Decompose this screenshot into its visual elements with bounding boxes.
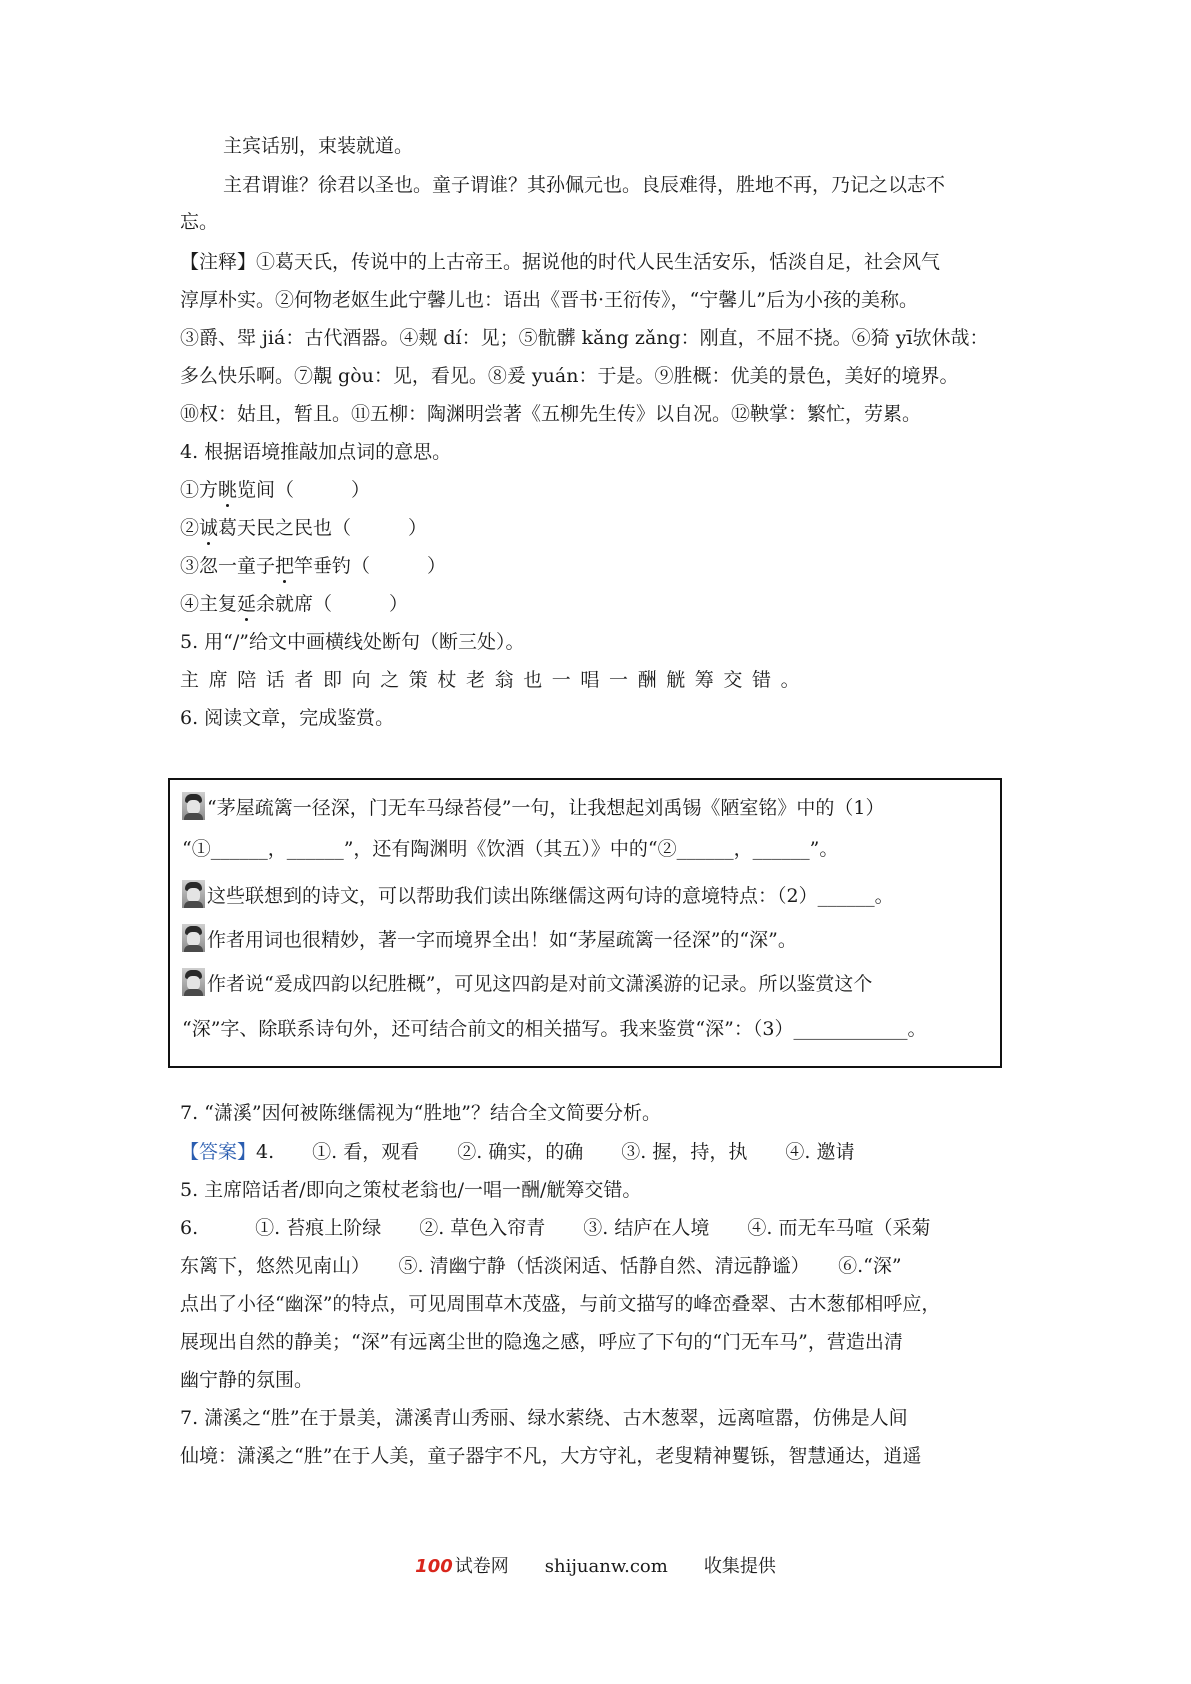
student-avatar-icon	[182, 924, 205, 952]
box-line	[182, 924, 982, 954]
answer-6: 幽宁静的氛围。	[180, 1369, 314, 1391]
student-avatar-icon	[182, 968, 205, 996]
box-text: 作者用词也很精妙，著一字而境界全出！如“茅屋疏篱一径深”的“深”。	[207, 929, 797, 951]
question-5-text: 主席陪话者即向之策杖老翁也一唱一酬觥筹交错。	[180, 669, 810, 691]
question-4-item-2	[180, 515, 1020, 542]
item-text: ④主复	[180, 593, 238, 615]
notes-line: ⑩权：姑且，暂且。⑪五柳：陶渊明尝著《五柳先生传》以自况。⑫鞅掌：繁忙，劳累。	[180, 403, 922, 425]
student-avatar-icon	[182, 880, 205, 908]
question-4-stem: 4. 根据语境推敲加点词的意思。	[180, 441, 452, 463]
dotted-word: 诚	[199, 517, 219, 539]
site-domain: shijuanw.com	[544, 1556, 668, 1577]
item-text: ③忽一童子	[180, 555, 276, 577]
answer-6: 东篱下，悠然见南山） ⑤. 清幽宁静（恬淡闲适、恬静自然、清远静谧） ⑥.“深”	[180, 1255, 902, 1277]
box-line: “①______，______”，还有陶渊明《饮酒（其五）》中的“②______，______”。	[182, 838, 839, 860]
answer-text: 4. ①. 看，观看 ②. 确实，的确 ③. 握，持，执 ④. 邀请	[256, 1141, 855, 1163]
question-4-item-4	[180, 591, 1020, 618]
site-logo: 100	[415, 1556, 453, 1577]
notes-line: 淳厚朴实。②何物老妪生此宁馨儿也：语出《晋书·王衍传》，“宁馨儿”后为小孩的美称。	[180, 289, 918, 311]
answer-7: 仙境：潇溪之“胜”在于人美，童子器宇不凡，大方守礼，老叟精神矍铄，智慧通达，逍遥	[180, 1445, 922, 1467]
box-line	[182, 968, 982, 998]
answer-7: 7. 潇溪之“胜”在于景美，潇溪青山秀丽、绿水萦绕、古木葱翠，远离喧嚣，仿佛是人间	[180, 1407, 908, 1429]
box-text: “茅屋疏篱一径深，门无车马绿苔侵”一句，让我想起刘禹锡《陋室铭》中的（1）	[207, 797, 885, 819]
question-6-stem: 6. 阅读文章，完成鉴赏。	[180, 707, 395, 729]
passage-line: 忘。	[180, 211, 219, 233]
item-text: 竿垂钓（ ）	[294, 555, 447, 577]
passage-line: 主宾话别，束装就道。	[223, 135, 414, 157]
question-5-stem: 5. 用“/”给文中画横线处断句（断三处）。	[180, 631, 525, 653]
item-text: 览间（ ）	[237, 479, 371, 501]
item-text: ①方	[180, 479, 219, 501]
student-avatar-icon	[182, 792, 205, 820]
notes-line: ③爵、斝 jiá：古代酒器。④觌 dí：见；⑤骯髒 kǎng zǎng：刚直，不屈不挠。⑥猗 yī欤休哉：	[180, 327, 989, 349]
dotted-word: 眺	[218, 479, 238, 501]
answer-6: 6. ①. 苔痕上阶绿 ②. 草色入帘青 ③. 结庐在人境 ④. 而无车马喧（采菊	[180, 1217, 931, 1239]
box-line	[182, 792, 982, 822]
item-text: 余就席（ ）	[256, 593, 409, 615]
box-text: 这些联想到的诗文，可以帮助我们读出陈继儒这两句诗的意境特点：（2）______。	[207, 885, 894, 907]
answer-6: 展现出自然的静美；“深”有远离尘世的隐逸之感，呼应了下句的“门无车马”，营造出清	[180, 1331, 903, 1353]
passage-line: 主君谓谁？徐君以圣也。童子谓谁？其孙佩元也。良辰难得，胜地不再，乃记之以志不	[223, 174, 946, 196]
appreciation-box	[168, 778, 1002, 1068]
answer-6: 点出了小径“幽深”的特点，可见周围草木茂盛，与前文描写的峰峦叠翠、古木葱郁相呼应，	[180, 1293, 941, 1315]
page-footer	[0, 1552, 1191, 1578]
answer-4	[180, 1139, 1020, 1166]
question-4-item-1	[180, 477, 1020, 504]
box-text: 作者说“爰成四韵以纪胜概”，可见这四韵是对前文潇溪游的记录。所以鉴赏这个	[207, 973, 873, 995]
question-7-stem: 7. “潇溪”因何被陈继儒视为“胜地”？结合全文简要分析。	[180, 1102, 662, 1124]
dotted-word: 把	[275, 555, 295, 577]
box-line: “深”字、除联系诗句外，还可结合前文的相关描写。我来鉴赏“深”：（3）____________。	[182, 1018, 927, 1040]
item-text: 葛天民之民也（ ）	[218, 517, 428, 539]
item-text: ②	[180, 517, 200, 539]
box-line	[182, 880, 982, 910]
dotted-word: 延	[237, 593, 257, 615]
site-name: 试卷网	[454, 1556, 509, 1577]
notes-line: 【注释】①葛天氏，传说中的上古帝王。据说他的时代人民生活安乐，恬淡自足，社会风气	[180, 251, 941, 273]
notes-line: 多么快乐啊。⑦覯 gòu：见，看见。⑧爰 yuán：于是。⑨胜概：优美的景色，美好的境界。	[180, 365, 959, 387]
question-4-item-3	[180, 553, 1020, 580]
answer-5: 5. 主席陪话者/即向之策杖老翁也/一唱一酬/觥筹交错。	[180, 1179, 642, 1201]
answer-tag: 【答案】	[180, 1141, 257, 1163]
footer-credit: 收集提供	[703, 1556, 776, 1577]
